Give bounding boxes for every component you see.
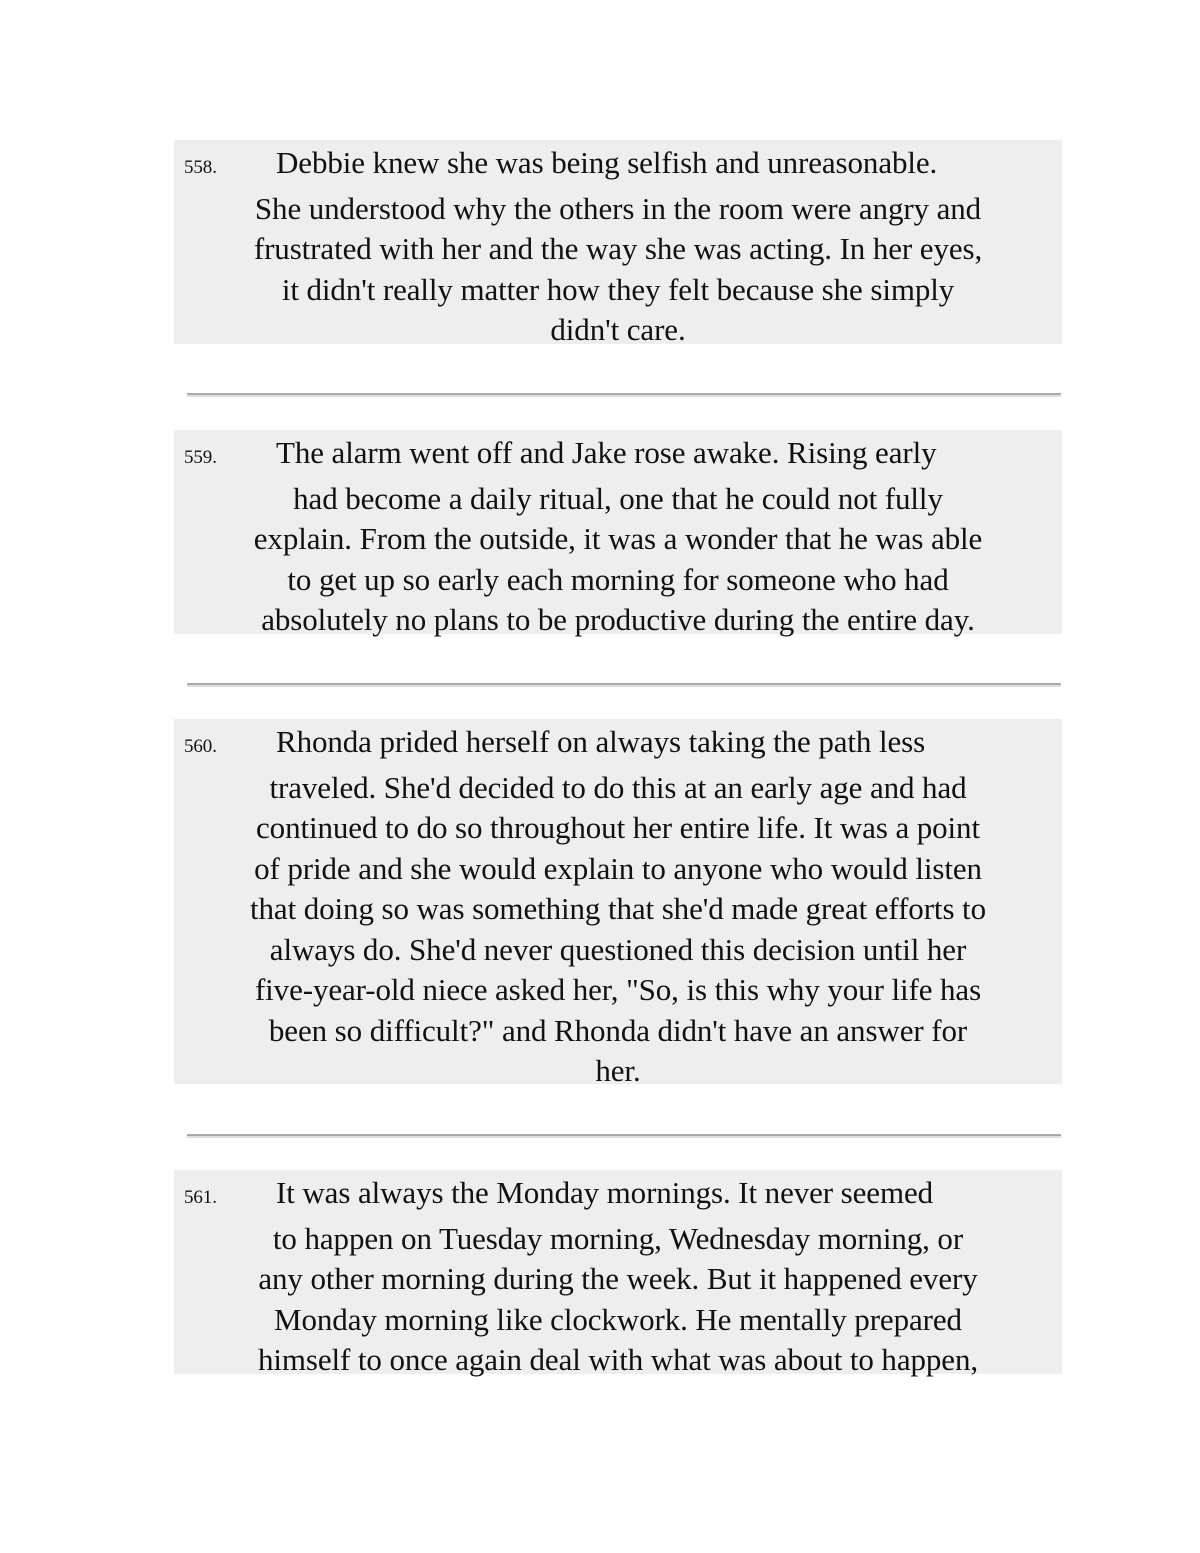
entry-559 <box>174 430 1062 637</box>
entry-text-line: five-year-old niece asked her, "So, is this why your life has <box>254 972 982 1007</box>
entry-number: 558. <box>184 157 217 178</box>
entry-number: 561. <box>184 1187 217 1208</box>
entry-text-line: Rhonda prided herself on always taking the path less <box>276 724 926 759</box>
entry-text-line: to get up so early each morning for someone who had <box>287 561 949 597</box>
entry-number: 559. <box>184 447 217 468</box>
entry-text-line: to happen on Tuesday morning, Wednesday morning, or <box>272 1220 964 1256</box>
entry-text-line: explain. From the outside, it was a wonder that he was able <box>253 521 983 556</box>
entry-text-line: always do. She'd never questioned this decision until her <box>269 931 967 967</box>
entry-text-line: it didn't really matter how they felt because she simply <box>281 271 955 307</box>
entry-text-line: continued to do so throughout her entire life. It was a point <box>256 810 980 845</box>
entry-text-line: of pride and she would explain to anyone who would listen <box>254 850 982 886</box>
entry-number: 560. <box>184 736 217 757</box>
entry-560 <box>174 719 1062 1088</box>
entry-text-line: himself to once again deal with what was about to happen, <box>257 1342 978 1377</box>
horizontal-divider <box>187 1134 1061 1138</box>
entry-561 <box>174 1170 1062 1377</box>
entry-text-line: that doing so was something that she'd made great efforts to <box>250 891 986 926</box>
entry-text-line: It was always the Monday mornings. It never seemed <box>276 1175 934 1210</box>
entry-first-line <box>176 433 1060 479</box>
entry-text-line: She understood why the others in the room were angry and <box>254 190 982 226</box>
entry-text-line: didn't care. <box>550 312 686 347</box>
entry-first-line <box>176 1173 1060 1219</box>
entry-text-line: any other morning during the week. But it happened every <box>258 1261 978 1296</box>
entry-558 <box>174 140 1062 347</box>
horizontal-divider <box>187 683 1061 687</box>
entry-text-line: absolutely no plans to be productive during the entire day. <box>261 602 975 637</box>
entry-text-line: Monday morning like clockwork. He mentally prepared <box>274 1301 962 1337</box>
horizontal-divider <box>187 393 1061 397</box>
entry-text-line: frustrated with her and the way she was acting. In her eyes, <box>253 231 983 266</box>
entry-text-line: The alarm went off and Jake rose awake. Rising early <box>276 435 937 470</box>
entry-first-line <box>176 722 1060 768</box>
entry-first-line <box>176 143 1060 189</box>
entry-text-line: her. <box>595 1053 641 1088</box>
entry-text-line: been so difficult?" and Rhonda didn't have an answer for <box>268 1012 968 1048</box>
entry-text-line: had become a daily ritual, one that he could not fully <box>293 480 943 516</box>
entry-text-line: traveled. She'd decided to do this at an early age and had <box>269 769 967 805</box>
entry-text-line: Debbie knew she was being selfish and unreasonable. <box>276 145 938 180</box>
